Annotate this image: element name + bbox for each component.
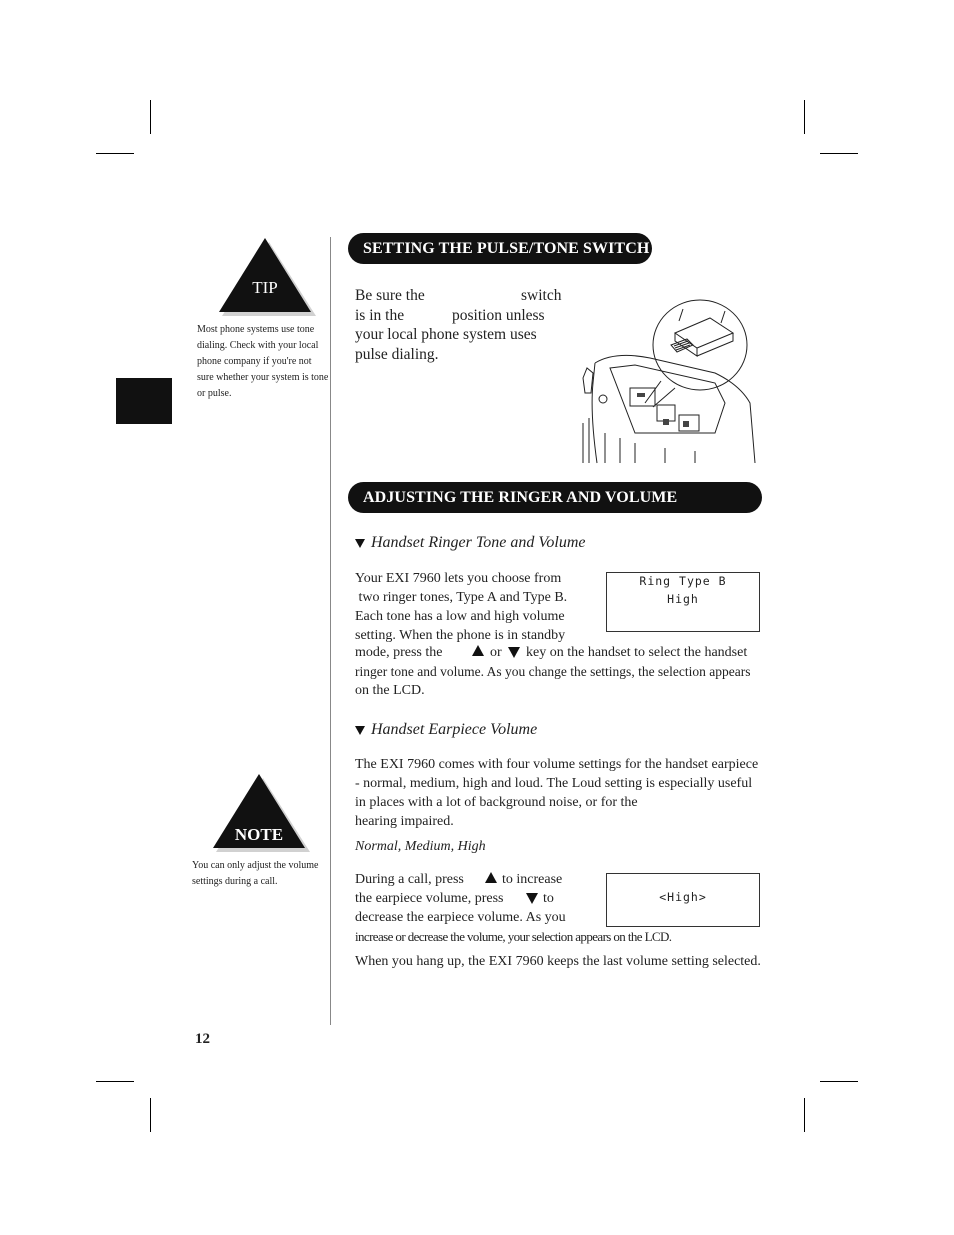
earpiece-steps-cont: increase or decrease the volume, your selection appears on the LCD. <box>355 929 672 944</box>
hangup-paragraph: When you hang up, the EXI 7960 keeps the last volume setting selected. <box>355 954 761 969</box>
crop-mark <box>820 1081 858 1082</box>
earpiece-steps <box>355 870 605 927</box>
text: setting. When the phone is in standby <box>355 628 566 643</box>
up-arrow-key-icon <box>485 872 497 883</box>
section-heading-ringer-volume: ADJUSTING THE RINGER AND VOLUME CONTROLS <box>348 482 762 513</box>
tip-badge <box>212 236 318 318</box>
pulse-tone-instructions <box>355 286 585 364</box>
earpiece-paragraph <box>355 755 765 831</box>
text: to increase <box>502 872 563 887</box>
text: or <box>490 645 502 660</box>
bullet-triangle-icon <box>355 726 365 735</box>
text: Each tone has a low and high volume <box>355 609 565 624</box>
chapter-tab <box>116 378 172 424</box>
text: During a call, press <box>355 872 464 887</box>
text: position unless <box>452 306 545 324</box>
phone-switch-illustration <box>575 293 760 465</box>
text: - normal, medium, high and loud. The Loud setting is especially useful <box>355 776 753 791</box>
volume-levels: Normal, Medium, High <box>355 839 486 854</box>
crop-mark <box>820 153 858 154</box>
text: decrease the earpiece volume. As you <box>355 910 566 925</box>
page-number: 12 <box>195 1031 210 1047</box>
crop-mark <box>804 1098 805 1132</box>
lcd-line: Ring Type B <box>639 574 727 588</box>
ringer-paragraph <box>355 569 615 645</box>
note-label: NOTE <box>234 825 284 844</box>
lcd-ring-display <box>606 572 760 632</box>
note-badge <box>206 772 312 854</box>
crop-mark <box>150 1098 151 1132</box>
text: key on the handset to select the handset <box>526 645 748 660</box>
subheading-earpiece <box>355 721 537 739</box>
text: The EXI 7960 comes with four volume settings for the handset earpiece <box>355 757 759 772</box>
text: Handset Earpiece Volume <box>371 721 538 738</box>
lcd-volume-display: <High> <box>606 873 760 927</box>
text: ringer tone and volume. As you change the settings, the selection appears <box>355 664 751 679</box>
lcd-line: High <box>667 592 699 606</box>
tip-triangle-icon <box>212 236 318 318</box>
note-text: You can only adjust the volume settings during a call. <box>192 860 319 887</box>
text: Handset Ringer Tone and Volume <box>371 534 586 551</box>
text: pulse dialing. <box>355 345 439 363</box>
crop-mark <box>96 1081 134 1082</box>
subheading-ringer <box>355 534 586 552</box>
up-arrow-key-icon <box>472 645 484 656</box>
ringer-paragraph-cont <box>355 643 760 700</box>
text: switch <box>521 287 562 304</box>
bullet-triangle-icon <box>355 539 365 548</box>
down-arrow-key-icon <box>526 893 538 904</box>
text: Be sure the <box>355 287 425 304</box>
text: on the LCD. <box>355 683 425 698</box>
crop-mark <box>96 153 134 154</box>
text: to <box>543 891 554 906</box>
text: your local phone system uses <box>355 326 537 343</box>
text: is in the <box>355 306 405 324</box>
text: mode, press the <box>355 645 443 660</box>
down-arrow-key-icon <box>508 647 520 658</box>
column-divider <box>330 237 331 1025</box>
crop-mark <box>150 100 151 134</box>
text: in places with a lot of background noise, or for the <box>355 795 638 810</box>
text: hearing impaired. <box>355 814 454 829</box>
text: two ringer tones, Type A and Type B. <box>355 590 568 605</box>
tip-label: TIP <box>252 278 278 297</box>
text: the earpiece volume, press <box>355 891 504 906</box>
section-heading-pulse-tone: SETTING THE PULSE/TONE SWITCH <box>348 233 652 264</box>
text: Your EXI 7960 lets you choose from <box>355 571 562 586</box>
crop-mark <box>804 100 805 134</box>
tip-text: Most phone systems use tone dialing. Check with your local phone company if you're not sure whether your system is tone or pulse. <box>197 324 329 399</box>
